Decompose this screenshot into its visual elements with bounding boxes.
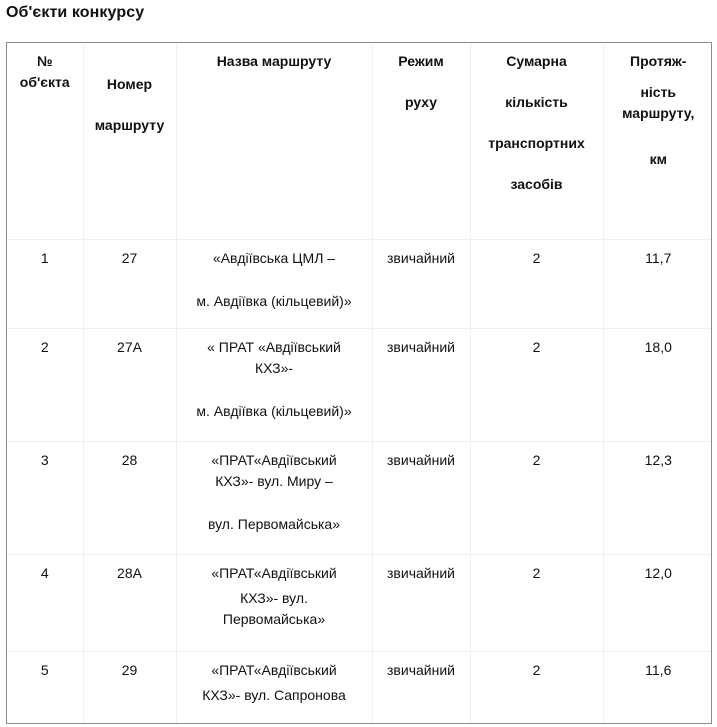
header-text: засобів xyxy=(510,176,563,192)
cell-object-number: 4 xyxy=(7,554,83,651)
header-text: кількість xyxy=(505,94,568,110)
cell-route-number: 28А xyxy=(83,554,176,651)
header-text: маршруту xyxy=(94,117,165,133)
header-text: об'єкта xyxy=(19,74,70,90)
cell-route-name xyxy=(176,239,372,328)
cell-route-name xyxy=(176,441,372,554)
header-text: Назва маршруту xyxy=(216,53,332,69)
header-vehicle-count xyxy=(470,43,603,239)
route-name-line: м. Авдіївка (кільцевий)» xyxy=(196,292,352,309)
header-route-length xyxy=(603,43,712,239)
cell-traffic-mode: звичайний xyxy=(372,328,470,441)
cell-vehicle-count: 2 xyxy=(470,239,603,328)
cell-route-length: 12,0 xyxy=(603,554,712,651)
route-name-line: «ПРАТ«Авдіївський xyxy=(211,451,337,468)
cell-traffic-mode: звичайний xyxy=(372,554,470,651)
header-text: км xyxy=(649,151,667,167)
cell-object-number: 3 xyxy=(7,441,83,554)
page-title: Об'єкти конкурсу xyxy=(6,4,145,21)
route-name-line: КХЗ»- вул. xyxy=(240,589,308,606)
header-route-name xyxy=(176,43,372,239)
cell-route-length: 11,6 xyxy=(645,661,672,678)
table-row xyxy=(7,328,712,441)
header-text: маршруту, xyxy=(622,105,695,121)
cell-route-number: 27А xyxy=(83,328,176,441)
route-name-line: «Авдіївська ЦМЛ – xyxy=(212,249,336,266)
cell-object-number: 5 xyxy=(7,651,83,723)
route-name-line: КХЗ»- xyxy=(254,359,294,376)
header-text: ність xyxy=(640,84,677,100)
header-object-number xyxy=(7,43,83,239)
cell-route-name xyxy=(176,328,372,441)
route-name-line: « ПРАТ «Авдіївський xyxy=(207,338,341,355)
route-name-line: КХЗ»- вул. Сапронова xyxy=(202,686,346,703)
route-name-line: м. Авдіївка (кільцевий)» xyxy=(196,402,352,419)
cell-vehicle-count: 2 xyxy=(470,441,603,554)
cell-vehicle-count: 2 xyxy=(470,328,603,441)
cell-object-number: 1 xyxy=(7,239,83,328)
cell-traffic-mode: звичайний xyxy=(372,441,470,554)
table-row xyxy=(7,554,712,651)
table-row xyxy=(7,239,712,328)
cell-route-length: 18,0 xyxy=(603,328,712,441)
cell-route-number: 27 xyxy=(83,239,176,328)
route-name-line: «ПРАТ«Авдіївський xyxy=(211,661,337,678)
cell-traffic-mode: звичайний xyxy=(372,651,470,723)
header-text: № xyxy=(36,53,53,69)
cell-route-length: 12,3 xyxy=(603,441,712,554)
cell-route-name xyxy=(176,651,372,723)
header-text: Сумарна xyxy=(506,53,567,69)
objects-table-frame xyxy=(6,42,712,724)
table-row xyxy=(7,441,712,554)
route-name-line: Первомайська» xyxy=(222,610,326,627)
cell-route-number: 28 xyxy=(83,441,176,554)
header-text: транспортних xyxy=(488,135,585,151)
route-name-line: КХЗ»- вул. Миру – xyxy=(215,472,333,489)
cell-route-number: 29 xyxy=(83,651,176,723)
header-text: Протяж- xyxy=(630,53,687,69)
objects-table xyxy=(7,43,712,723)
cell-vehicle-count: 2 xyxy=(470,554,603,651)
header-row xyxy=(7,43,712,239)
header-text: Режим xyxy=(398,53,444,69)
route-name-line: «ПРАТ«Авдіївський xyxy=(211,564,337,581)
route-name-line: вул. Первомайська» xyxy=(207,515,340,532)
cell-object-number: 2 xyxy=(7,328,83,441)
cell-route-name xyxy=(176,554,372,651)
header-route-number xyxy=(83,43,176,239)
cell-vehicle-count: 2 xyxy=(470,651,603,723)
cell-traffic-mode: звичайний xyxy=(372,239,470,328)
header-text: руху xyxy=(404,94,438,110)
table-row xyxy=(7,651,712,723)
cell-route-length: 11,7 xyxy=(603,239,712,328)
header-text: Номер xyxy=(106,76,153,92)
header-traffic-mode xyxy=(372,43,470,239)
